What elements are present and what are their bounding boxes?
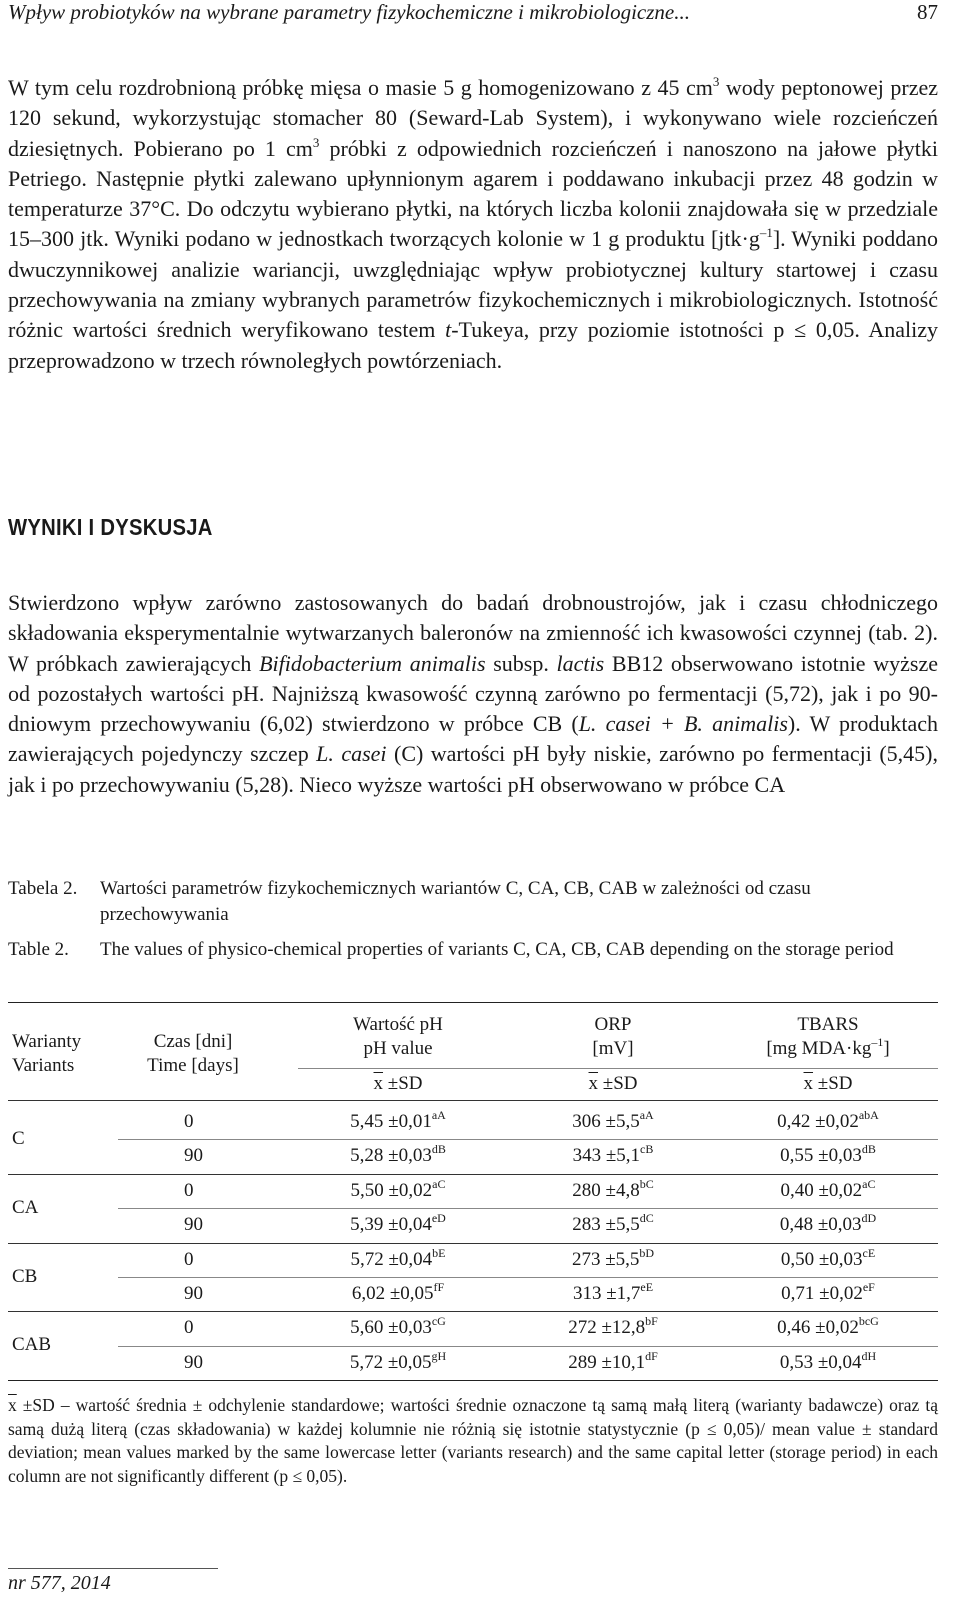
group-rule <box>8 1243 938 1244</box>
header-orp-unit: [mV] <box>592 1038 634 1059</box>
cell-tbars: $0,48 \pm 0,03^{dD}$ <box>779 1211 877 1236</box>
row-rule <box>118 1346 938 1347</box>
cell-tbars: $0,40 \pm 0,02^{aC}$ <box>780 1176 876 1201</box>
footer-rule <box>8 1568 218 1569</box>
group-rule <box>8 1174 938 1175</box>
stat-orp: $\overline{x} \pm SD$ <box>588 1073 638 1094</box>
cell-variant: CB <box>12 1265 38 1287</box>
cell-time: 90 <box>184 1214 203 1236</box>
stat-tbars: $\overline{x} \pm SD$ <box>803 1073 853 1094</box>
header-variant-pl: Warianty <box>12 1031 82 1052</box>
cell-tbars: $0,42 \pm 0,02^{abA}$ <box>777 1108 879 1132</box>
section-heading: WYNIKI I DYSKUSJA <box>8 514 213 540</box>
cell-tbars: $0,55 \pm 0,03^{dB}$ <box>780 1142 876 1167</box>
cell-ph: $5,60 \pm 0,03^{cG}$ <box>350 1314 446 1339</box>
cell-tbars: $0,50 \pm 0,03^{cE}$ <box>780 1245 876 1270</box>
group-rule <box>8 1311 938 1312</box>
cell-orp: $313 \pm 1,7^{eE}$ <box>572 1280 654 1304</box>
row-rule <box>118 1208 938 1209</box>
methods-paragraph: W tym celu rozdrobnioną próbkę mięsa o masie 5 g homogenizowano z 45 $cm^3$ wody peptonowej przez 120 sekund, wykorzystując stomacher 80 (Seward-Lab System), i wykonywano wiele rozcieńczeń dziesiętnych. Pobierano po 1 $cm^3$ próbki z odpowiednich rozcieńczeń i nanoszono na jałowe płytki Petriego. Następnie płytki zalewano upłynnionym agarem i poddawano inkubacji przez 48 godzin w temperaturze 37°C. Do odczytu wybierano płytki, na których liczba kolonii znajdowała się w przedziale 15–300 jtk. Wyniki podano w jednostkach tworzących kolonie w 1 g produktu $[jtk\cdot g^{-1}]$. Wyniki poddano dwuczynnikowej analizie wariancji, uwzględniając wpływ probiotycznej kultury startowej i czasu przechowywania na zmiany wybranych parametrów fizykochemicznych i mikrobiologicznych. Istotność różnic wartości średnich weryfikowano testem t-Tukeya, przy poziomie istotności p ≤ 0,05. Analizy przeprowadzono w trzech równoległych powtórzeniach. <box>8 74 939 373</box>
stat-ph: $\overline{x} \pm SD$ <box>373 1073 423 1094</box>
cell-orp: $272 \pm 12,8^{bF}$ <box>568 1314 658 1339</box>
cell-ph: $5,28 \pm 0,03^{dB}$ <box>350 1142 446 1167</box>
header-bottom-rule <box>8 1100 938 1101</box>
cell-tbars: $0,71 \pm 0,02^{eF}$ <box>781 1280 875 1304</box>
cell-variant: CA <box>12 1196 39 1218</box>
cell-time: 90 <box>184 1283 203 1304</box>
table-footnote: $\overline{x} \pm SD$ – wartość średnia ± odchylenie standardowe; wartości średnie oznaczone tą samą małą literą (warianty badawcze) oraz tą samą dużą literą (czas składowania) w każdej kolumnie nie różnią się istotnie statystycznie (p ≤ 0,05)/ mean value ± standard deviation; mean values marked by the same lowercase letter (variants research) and the same capital letter (storage period) in each column are not significantly different (p ≤ 0,05). <box>8 1395 938 1486</box>
cell-orp: $289 \pm 10,1^{dF}$ <box>568 1348 658 1373</box>
header-ph-pl: Wartość pH <box>353 1014 443 1035</box>
cell-time: 0 <box>184 1248 194 1270</box>
cell-tbars: $0,53 \pm 0,04^{dH}$ <box>779 1348 877 1373</box>
cell-time: 0 <box>184 1111 194 1132</box>
cell-orp: $273 \pm 5,5^{bD}$ <box>571 1245 655 1270</box>
data-table <box>8 1002 938 1382</box>
cell-orp: $283 \pm 5,5^{dC}$ <box>572 1211 654 1236</box>
cell-ph: $5,39 \pm 0,04^{eD}$ <box>350 1211 446 1236</box>
cell-orp: $343 \pm 5,1^{cB}$ <box>572 1142 654 1167</box>
results-paragraph: Stwierdzono wpływ zarówno zastosowanych do badań drobnoustrojów, jak i czasu chłodniczego składowania eksperymentalnie wytwarzanych baleronów na zmienność ich kwasowości czynnej (tab. 2). W próbkach zawierających Bifidobacterium animalis subsp. lactis BB12 obserwowano istotnie wyższe od pozostałych wartości pH. Najniższą kwasowość czynną zarówno po fermentacji (5,72), jak i po 90-dniowym przechowywaniu (6,02) stwierdzono w próbce CB (L. casei + B. animalis). W produktach zawierających pojedynczy szczep L. casei (C) wartości pH były niskie, zarówno po fermentacji (5,45), jak i po przechowywaniu (5,28). Nieco wyższe wartości pH obserwowano w próbce CA <box>8 590 939 797</box>
table-caption-en: Table 2. The values of physico-chemical properties of variants C, CA, CB, CAB depending on the storage period <box>8 939 894 960</box>
page-number: 87 <box>917 0 938 24</box>
header-inner-rule <box>298 1068 938 1069</box>
cell-time: 0 <box>184 1179 194 1201</box>
header-tbars: TBARS <box>797 1014 859 1035</box>
cell-ph: $5,72 \pm 0,04^{bE}$ <box>350 1245 446 1270</box>
cell-ph: $5,72 \pm 0,05^{gH}$ <box>349 1348 447 1373</box>
header-tbars-unit: [mg $MDA\cdot kg^{-1}$] <box>766 1035 890 1059</box>
running-title: Wpływ probiotyków na wybrane parametry fizykochemiczne i mikrobiologiczne... <box>8 0 690 24</box>
table-bottom-rule <box>8 1380 938 1381</box>
cell-orp: $280 \pm 4,8^{bC}$ <box>572 1176 654 1201</box>
header-variant-en: Variants <box>12 1055 75 1076</box>
cell-tbars: $0,46 \pm 0,02^{bcG}$ <box>777 1314 879 1339</box>
row-rule <box>118 1139 938 1140</box>
cell-time: 0 <box>184 1317 194 1339</box>
cell-ph: $6,02 \pm 0,05^{fF}$ <box>351 1280 445 1304</box>
cell-ph: $5,50 \pm 0,02^{aC}$ <box>350 1176 446 1201</box>
header-orp: ORP <box>594 1014 632 1035</box>
cell-variant: C <box>12 1128 25 1149</box>
header-time-en: Time [days] <box>147 1055 239 1076</box>
table-caption-pl: Tabela 2. Wartości parametrów fizykochemicznych wariantów C, CA, CB, CAB w zależności od czasu przechowywania <box>8 878 811 925</box>
header-time-pl: Czas [dni] <box>153 1031 233 1052</box>
header-ph-en: pH value <box>363 1038 433 1059</box>
cell-orp: $306 \pm 5,5^{aA}$ <box>572 1108 654 1132</box>
cell-time: 90 <box>184 1351 203 1373</box>
cell-variant: CAB <box>12 1334 52 1356</box>
cell-time: 90 <box>184 1145 203 1167</box>
journal-issue: nr 577, 2014 <box>8 1572 111 1594</box>
table-top-rule <box>8 1002 938 1003</box>
cell-ph: $5,45 \pm 0,01^{aA}$ <box>350 1108 446 1132</box>
row-rule <box>118 1277 938 1278</box>
